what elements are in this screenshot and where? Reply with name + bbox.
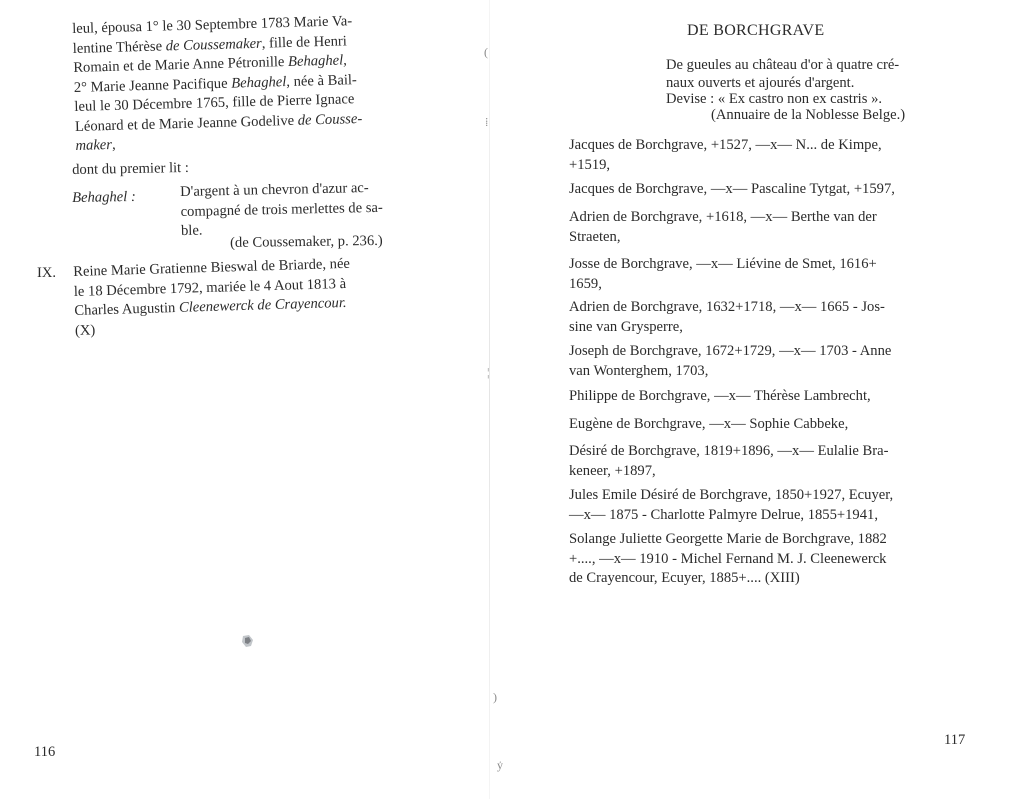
text-line: Josse de Borchgrave, —x— Liévine de Smet, 1616+: [569, 256, 877, 272]
genealogy-entry: [569, 208, 877, 247]
text-line: D'argent à un chevron d'azur ac-: [180, 180, 369, 200]
text-line: de Crayencour, Ecuyer, 1885+.... (XIII): [569, 570, 800, 586]
text-line: Adrien de Borchgrave, +1618, —x— Berthe van der: [569, 209, 877, 225]
genealogy-entry: [569, 442, 888, 481]
genealogy-entry: [569, 298, 885, 337]
text-line: leul, épousa 1° le 30 Septembre 1783 Marie Va-: [72, 13, 353, 37]
page-number-left: 116: [34, 744, 56, 760]
text-line: sine van Grysperre,: [569, 318, 683, 335]
text-line: Désiré de Borchgrave, 1819+1896, —x— Eulalie Bra-: [569, 443, 889, 459]
dont-line: dont du premier lit :: [72, 159, 190, 178]
arms-description: [666, 56, 899, 110]
genealogy-entry: [569, 180, 895, 200]
heraldry-name: Behaghel :: [72, 188, 136, 206]
text-line: Adrien de Borchgrave, 1632+1718, —x— 1665 - Jos-: [569, 299, 885, 315]
genealogy-entry: [569, 387, 871, 407]
genealogy-entry: [569, 342, 891, 381]
left-page: [0, 0, 495, 799]
text-line: Eugène de Borchgrave, —x— Sophie Cabbeke,: [569, 416, 849, 432]
gutter-mark: ): [493, 690, 497, 704]
heraldry-source: (de Coussemaker, p. 236.): [230, 232, 383, 251]
print-blemish-icon: [240, 633, 256, 649]
arms-source: (Annuaire de la Noblesse Belge.): [711, 107, 906, 123]
gutter-mark: ẏ: [497, 758, 503, 772]
text-line: Jacques de Borchgrave, —x— Pascaline Tytgat, +1597,: [569, 181, 895, 197]
text-line: le 18 Décembre 1792, mariée le 4 Aout 1813 à: [73, 275, 347, 300]
genealogy-entry: [569, 486, 893, 525]
text-line: Solange Juliette Georgette Marie de Borchgrave, 1882: [569, 531, 887, 547]
text-line: van Wonterghem, 1703,: [569, 362, 709, 379]
right-page: [484, 0, 1024, 799]
text-line: Philippe de Borchgrave, —x— Thérèse Lambrecht,: [569, 388, 871, 404]
text-line: naux ouverts et ajourés d'argent.: [666, 74, 855, 91]
text-line: leul le 30 Décembre 1765, fille de Pierre Ignace: [74, 91, 355, 115]
text-line: keneer, +1897,: [569, 462, 656, 479]
paragraph-marriage: [72, 12, 363, 156]
text-line: De gueules au château d'or à quatre cré-: [666, 57, 900, 73]
text-line: Charles Augustin Cleenewerck de Crayencour.: [74, 294, 347, 319]
text-line: +...., —x— 1910 - Michel Fernand M. J. Cleenewerck: [569, 550, 887, 567]
text-line: Jacques de Borchgrave, +1527, —x— N... de Kimpe,: [569, 137, 882, 153]
page-number-right: 117: [944, 732, 966, 748]
text-line: Joseph de Borchgrave, 1672+1729, —x— 1703 - Anne: [569, 343, 892, 359]
text-line: Romain et de Marie Anne Pétronille Behaghel,: [73, 52, 348, 76]
text-line: Léonard et de Marie Jeanne Godelive de Cousse-: [74, 110, 363, 135]
text-line: compagné de trois merlettes de sa-: [180, 199, 383, 220]
entry-ix-numeral: IX.: [37, 265, 57, 281]
text-line: ble.: [180, 222, 203, 239]
text-line: —x— 1875 - Charlotte Palmyre Delrue, 1855+1941,: [569, 506, 878, 523]
text-line: lentine Thérèse de Coussemaker, fille de Henri: [72, 32, 348, 57]
gutter-mark: (: [484, 45, 488, 59]
genealogy-entry: [569, 255, 877, 294]
text-line: (X): [74, 321, 96, 339]
text-line: 2° Marie Jeanne Pacifique Behaghel, née à Bail-: [73, 71, 358, 96]
text-line: Jules Emile Désiré de Borchgrave, 1850+1927, Ecuyer,: [569, 487, 894, 503]
page-heading: DE BORCHGRAVE: [687, 22, 825, 39]
gutter-mark: ⁞: [485, 115, 489, 129]
genealogy-entry: [569, 530, 887, 589]
text-line: Reine Marie Gratienne Bieswal de Briarde, née: [73, 255, 351, 280]
gutter-mark: ¦: [487, 365, 490, 379]
text-line: Devise : « Ex castro non ex castris ».: [666, 91, 883, 107]
genealogy-entry: [569, 136, 882, 175]
text-line: 1659,: [569, 275, 602, 292]
entry-ix: [73, 255, 352, 341]
genealogy-entry: [569, 415, 848, 435]
text-line: maker,: [75, 136, 116, 154]
text-line: +1519,: [569, 156, 611, 173]
text-line: Straeten,: [569, 228, 621, 245]
